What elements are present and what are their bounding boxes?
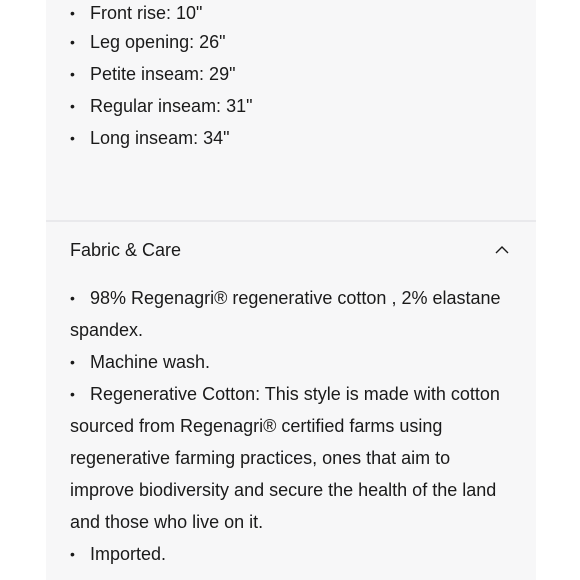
bullet: • [70,386,75,402]
section-title: Fabric & Care [70,240,182,260]
chevron-up-icon[interactable] [494,242,510,258]
care-item [70,282,515,346]
bullet: • [70,66,75,82]
spec-list [70,0,530,156]
spec-item [70,92,530,124]
spec-text: Front rise: 10" [90,3,203,23]
spec-text: Petite inseam: 29" [90,64,236,84]
spec-item [70,60,530,92]
care-text: Regenerative Cotton: This style is made with cotton sourced from Regenagri® certified farms using regenerative farming practices, ones that aim to improve biodiversity and secure the health of the land and those who live on it. [70,384,500,532]
spec-text: Long inseam: 34" [90,128,230,148]
care-text: Imported. [90,544,167,564]
spec-text: Regular inseam: 31" [90,96,253,116]
care-item [70,346,515,378]
bullet: • [70,98,75,114]
spec-item [70,124,530,156]
spec-item [70,0,530,28]
bullet: • [70,5,75,21]
care-text: 98% Regenagri® regenerative cotton , 2% elastane spandex. [70,288,501,340]
bullet: • [70,130,75,146]
bullet: • [70,290,75,306]
care-text: Machine wash. [90,352,211,372]
bullet: • [70,546,75,562]
care-item [70,538,515,570]
fabric-care-content [70,282,515,570]
fabric-care-header[interactable] [70,234,510,266]
bullet: • [70,34,75,50]
spec-item [70,28,530,60]
care-item [70,378,515,538]
bullet: • [70,354,75,370]
spec-text: Leg opening: 26" [90,32,226,52]
section-divider [46,220,536,222]
